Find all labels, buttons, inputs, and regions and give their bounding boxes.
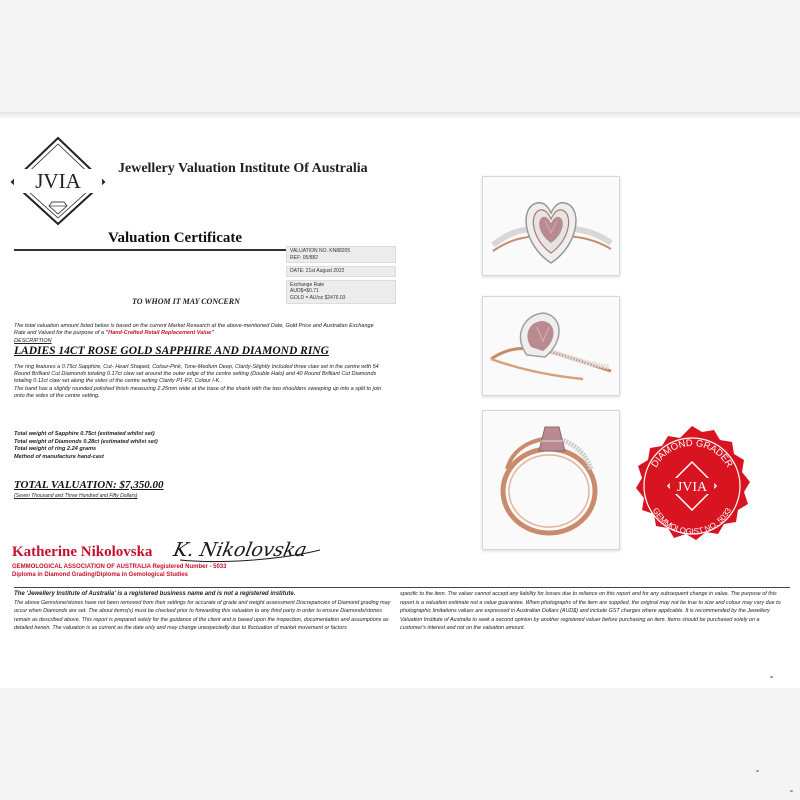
- scan-speck: [790, 790, 793, 792]
- reference-number: REF: 05/882: [290, 254, 319, 261]
- aud-usd-rate: AUD$=$0.71: [290, 288, 319, 295]
- certificate-title: Valuation Certificate: [108, 230, 243, 246]
- date-row: [286, 266, 396, 277]
- title-rule: [14, 249, 296, 251]
- total-valuation: TOTAL VALUATION: $7,350.00: [14, 479, 164, 491]
- weight-sapphire: Total weight of Sapphire 0.75ct (estimated whilst set): [14, 431, 155, 437]
- seal-top-text: DIAMOND GRADER: [649, 437, 735, 470]
- disclaimer-lead: The 'Jewellery Institute of Australia' is a registered business name and is not a registered institute.: [14, 591, 296, 597]
- valuation-date: DATE: 21st August 2022: [290, 268, 345, 275]
- valuation-purpose: "Hand-Crafted Retail Replacement Value": [105, 330, 214, 337]
- valuer-diplomas: Diploma in Diamond Grading/Diploma in Gemological Studies: [12, 572, 189, 578]
- seal-bottom-text: GEMMOLOGIST NO. 5033: [650, 506, 734, 537]
- scan-speck: [770, 676, 773, 678]
- ring-photo-side: [482, 296, 620, 396]
- exchange-rate-row: [286, 280, 396, 304]
- ring-description: The ring features a 0.75ct Sapphire, Cut- Heart Shaped, Colour-Pink, Tone-Medium Deep, Clarity-Slightly Included three claw set in the centre with 54 Round Brilliant Cut Diamonds totaling 0.17ct claw set around the outer edge of the centre setting (Double Halo) and 40 Round Brilliant Cut Diamonds totaling 0.11ct claw set along the sides of the centre setting Clarity P1-P2, Colour I-K.: [14, 364, 379, 385]
- disclaimer-divider: [14, 587, 790, 588]
- ring-photo-top: [482, 176, 620, 276]
- disclaimer-right: [400, 590, 786, 633]
- ring-photo-profile: [482, 410, 620, 550]
- disclaimer-left-text: The above Gemstone/stones have not been removed from their settings for accurate of grade and weight assessment Discrepancies of Diamond grading may occur when Diamonds are set. The about items(s) must be checked prior to forwarding this valuation to any third party in order to ensure Diamonds/stones remain as described above. This report is prepared solely for the guidance of the client and is based upon the inspection, documentation and assumptions as detailed herein. The valuation is as current as the date only and may change unexpectedly due to fluctuation of market movement or factors: [14, 599, 391, 632]
- valuer-registration: GEMMOLOGICAL ASSOCIATION OF AUSTRALIA Registered Number - 5033: [12, 564, 227, 570]
- certificate-info-box: [286, 246, 396, 307]
- disclaimer-left: [14, 590, 396, 633]
- to-whom-heading: TO WHOM IT MAY CONCERN: [132, 297, 240, 306]
- item-heading: LADIES 14CT ROSE GOLD SAPPHIRE AND DIAMOND RING: [14, 345, 329, 357]
- weight-ring: Total weight of ring 2.24 grams: [14, 446, 97, 453]
- gold-price: GOLD = AU/oz $2476.03: [290, 294, 346, 301]
- weight-diamonds: Total weight of Diamonds 0.28ct (estimated whilst set): [14, 438, 158, 445]
- item-description: [14, 364, 386, 400]
- manufacture-method: Method of manufacture hand-cast: [14, 453, 104, 460]
- diamond-grader-seal: [630, 424, 754, 548]
- valuer-credentials: [12, 563, 226, 579]
- intro-paragraph: [14, 323, 386, 337]
- scan-speck: [756, 770, 759, 772]
- valuation-number: VALUATION NO. KN88205: [290, 248, 351, 254]
- disclaimer-right-text: specific to the item. The valuer cannot accept any liability for losses due to reliance on this report and for any subsequent change in value. The purpose of this report is a valuation estimate not a value guarantee. When photographs of the item are supplied, the original may not be true to size and colour may vary due to photographic limitations values are expressed in Australian Dollars (AUD$) and include GST charges where applicable. It is recommended by the Jewellery Valuation Institute of Australia to seek a second opinion by another registered valuer before purchasing an item. Items should be purchased solely on a customer's interest and not on the valuation amount.: [400, 591, 781, 632]
- weights-list: [14, 431, 158, 461]
- jvia-logo: [8, 136, 108, 226]
- total-valuation-words: (Seven Thousand and Three Hundred and Fifty Dollars): [14, 493, 138, 499]
- exchange-rate-label: Exchange Rate: [290, 281, 325, 288]
- band-description: The band has a slightly rounded polished finish measuring 2.25mm wide at the base of the shank with the two shoulders sweeping up into a split to join onto the sides of the centre setting.: [14, 385, 382, 399]
- institute-name: Jewellery Valuation Institute Of Australia: [118, 161, 368, 176]
- signature-text: K. Nikolovska: [171, 538, 309, 561]
- seal-center-text: JVIA: [676, 480, 708, 495]
- description-label: DESCRIPTION: [14, 338, 52, 344]
- valuation-number-row: [286, 246, 396, 263]
- intro-text: The total valuation amount listed below is based on the current Market Research at the above-mentioned Date, Gold Price and Australian Exchange Rate and Valued for the purpose of a: [14, 323, 374, 337]
- logo-text: JVIA: [35, 169, 81, 193]
- valuer-name: Katherine Nikolovska: [12, 544, 153, 560]
